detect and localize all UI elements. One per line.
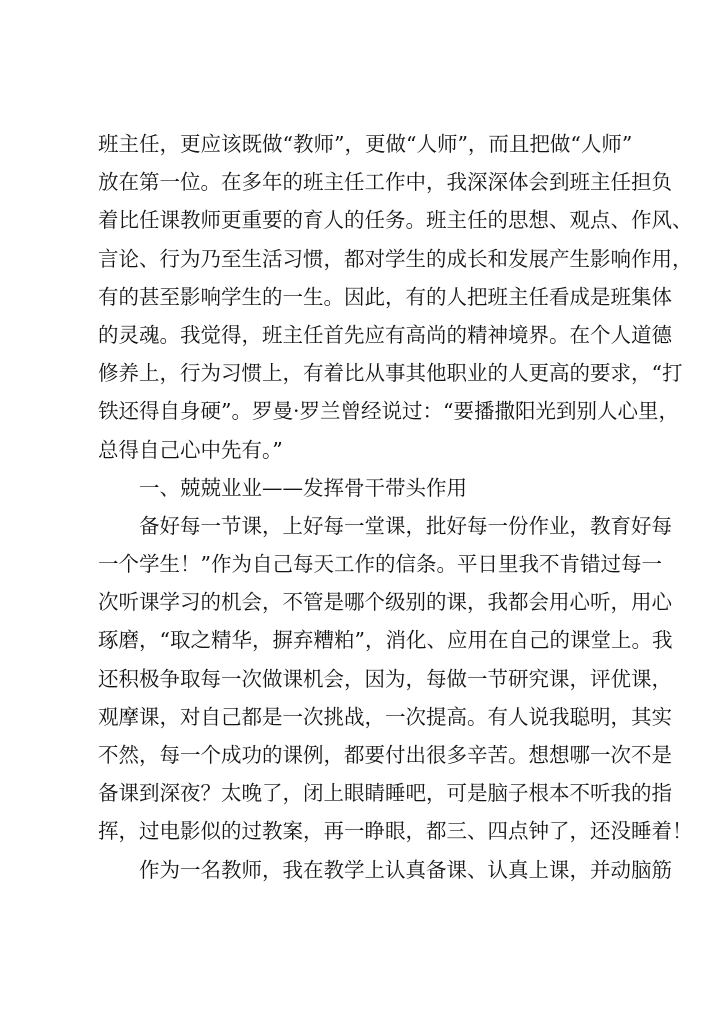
text-line-5: 有的甚至影响学生的一生。因此，有的人把班主任看成是班集体 (98, 284, 672, 309)
text-line-7: 修养上，行为习惯上，有着比从事其他职业的人更高的要求，“打 (98, 361, 683, 386)
text-line-18: 备课到深夜？太晚了，闭上眼睛睡吧，可是脑子根本不听我的指 (98, 781, 672, 806)
text-line-2: 放在第一位。在多年的班主任工作中，我深深体会到班主任担负 (98, 170, 672, 195)
text-line-14: 琢磨，“取之精华，摒弃糟粕”，消化、应用在自己的课堂上。我 (98, 628, 673, 653)
section-heading: 一、兢兢业业——发挥骨干带头作用 (139, 475, 467, 500)
text-line-4: 言论、行为乃至生活习惯，都对学生的成长和发展产生影响作用， (98, 246, 693, 271)
text-line-3: 着比任课教师更重要的育人的任务。班主任的思想、观点、作风、 (98, 208, 693, 233)
text-line-13: 次听课学习的机会，不管是哪个级别的课，我都会用心听，用心 (98, 590, 672, 615)
text-line-20: 作为一名教师，我在教学上认真备课、认真上课，并动脑筋 (139, 857, 672, 882)
text-line-11: 备好每一节课，上好每一堂课，批好每一份作业，教育好每 (139, 513, 672, 538)
text-line-17: 不然，每一个成功的课例，都要付出很多辛苦。想想哪一次不是 (98, 743, 672, 767)
text-line-16: 观摩课，对自己都是一次挑战，一次提高。有人说我聪明，其实 (98, 704, 672, 729)
text-line-8: 铁还得自身硬”。罗曼·罗兰曾经说过：“要播撒阳光到别人心里， (98, 399, 679, 424)
text-line-19: 挥，过电影似的过教案，再一睁眼，都三、四点钟了，还没睡着！ (98, 819, 693, 844)
text-line-6: 的灵魂。我觉得，班主任首先应有高尚的精神境界。在个人道德 (98, 322, 672, 347)
text-line-9: 总得自己心中先有。” (98, 437, 283, 462)
document-body (98, 125, 693, 889)
text-line-12: 一个学生！”作为自己每天工作的信条。平日里我不肯错过每一 (98, 552, 662, 577)
text-line-15: 还积极争取每一次做课机会，因为，每做一节研究课，评优课， (98, 666, 672, 691)
text-line-1: 班主任，更应该既做“教师”，更做“人师”，而且把做“人师” (98, 132, 633, 156)
